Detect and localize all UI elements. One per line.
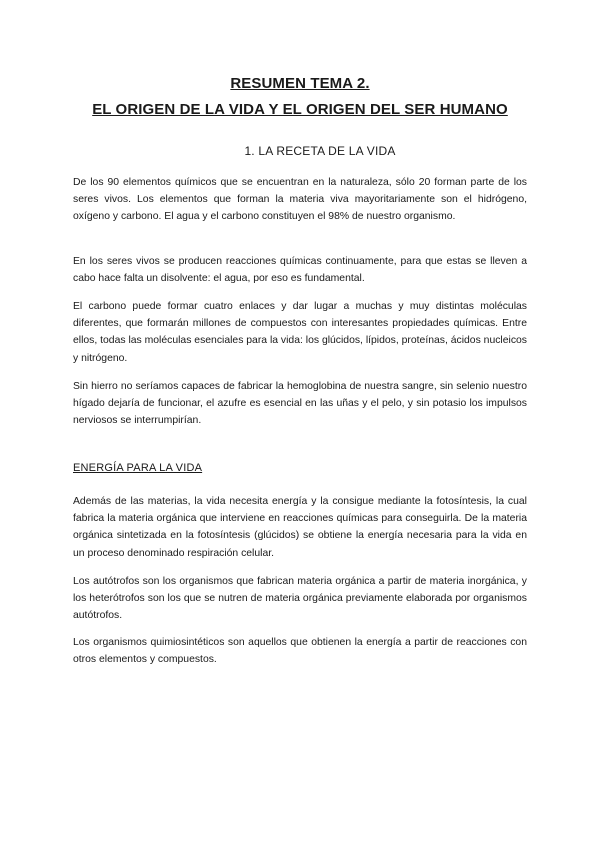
paragraph: El carbono puede formar cuatro enlaces y dar lugar a muchas y muy distintas moléculas diferentes, que formarán millones de compuestos con interesantes propiedades químicas. Entre ellos, todas las moléculas esenciales para la vida: los glúcidos, lípidos, proteínas, ácidos nucleicos y nitrógeno. [73, 301, 527, 364]
paragraph: Los organismos quimiosintéticos son aquellos que obtienen la energía a partir de reacciones con otros elementos y compuestos. [73, 637, 527, 666]
document-title-line1: RESUMEN TEMA 2. [230, 75, 370, 92]
paragraph: Los autótrofos son los organismos que fabrican materia orgánica a partir de materia inorgánica, y los heterótrofos son los que se nutren de materia orgánica previamente elaborada por organismos autótrofos. [73, 576, 527, 622]
document-title-line2: EL ORIGEN DE LA VIDA Y EL ORIGEN DEL SER HUMANO [92, 101, 508, 118]
section1-heading: 1. LA RECETA DE LA VIDA [244, 144, 396, 158]
paragraph: Además de las materias, la vida necesita energía y la consigue mediante la fotosíntesis, la cual fabrica la materia orgánica que interviene en reacciones químicas para conseguirla. De la materia orgánica sintetizada en la fotosíntesis (glúcidos) se obtiene la energía necesaria para la vida en un proceso denominado respiración celular. [73, 496, 527, 559]
paragraph: Sin hierro no seríamos capaces de fabricar la hemoglobina de nuestra sangre, sin selenio nuestro hígado dejaría de funcionar, el azufre es esencial en las uñas y el pelo, y sin potasio los impulsos nerviosos se interrumpirían. [73, 381, 527, 427]
paragraph: De los 90 elementos químicos que se encuentran en la naturaleza, sólo 20 forman parte de los seres vivos. Los elementos que forman la materia viva mayoritariamente son el hidrógeno, oxígeno y carbono. El agua y el carbono constituyen el 98% de nuestro organismo. [73, 177, 527, 223]
section2-heading: ENERGÍA PARA LA VIDA [73, 462, 203, 474]
paragraph: En los seres vivos se producen reacciones químicas continuamente, para que estas se lleven a cabo hace falta un disolvente: el agua, por eso es fundamental. [73, 256, 527, 285]
